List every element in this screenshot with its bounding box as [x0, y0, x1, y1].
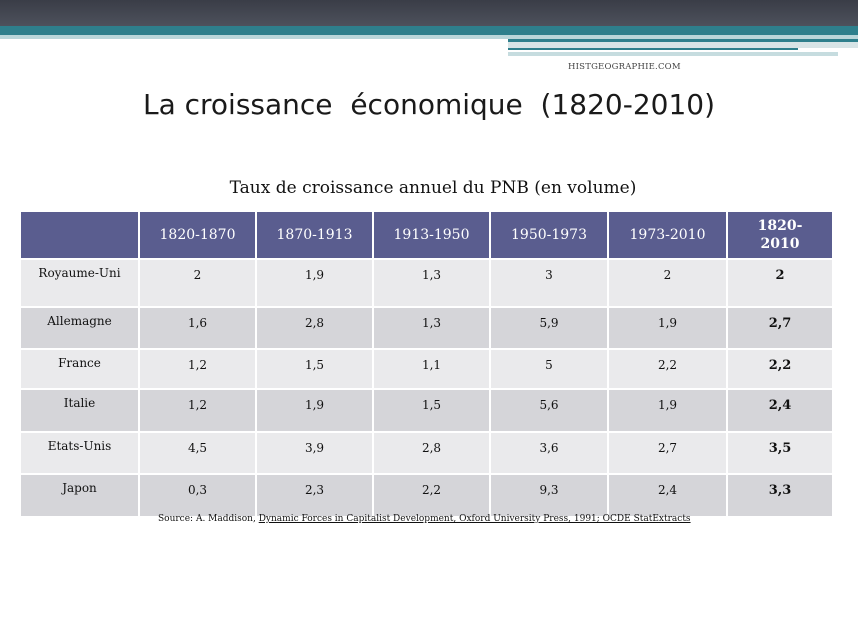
table-cell: 1,5 [373, 389, 490, 432]
table-cell: 1,9 [256, 389, 373, 432]
table-cell: 9,3 [490, 474, 608, 517]
row-label: Italie [20, 389, 139, 432]
table-cell: 3,6 [490, 432, 608, 474]
table-cell-total: 3,5 [727, 432, 833, 474]
table-cell: 1,2 [139, 389, 256, 432]
table-cell: 2,2 [373, 474, 490, 517]
table-cell: 0,3 [139, 474, 256, 517]
table-row [20, 307, 833, 349]
table-cell: 1,6 [139, 307, 256, 349]
table-cell: 2,4 [608, 474, 727, 517]
table-cell: 5,6 [490, 389, 608, 432]
table-cell-total: 2,7 [727, 307, 833, 349]
table-cell: 2 [608, 259, 727, 307]
table-cell: 1,2 [139, 349, 256, 389]
teal-band [0, 26, 858, 35]
table-cell: 1,9 [608, 307, 727, 349]
top-band [0, 0, 858, 26]
table-cell: 2,2 [608, 349, 727, 389]
header-cell: 1950-1973 [490, 211, 608, 259]
table-row [20, 259, 833, 307]
header-cell: 1973-2010 [608, 211, 727, 259]
row-label: Royaume-Uni [20, 259, 139, 307]
table-cell: 2,8 [373, 432, 490, 474]
table-cell: 2,8 [256, 307, 373, 349]
row-label: Etats-Unis [20, 432, 139, 474]
accent-line-2 [508, 52, 838, 56]
page-title: La croissance économique (1820-2010) [142, 88, 716, 121]
header-cell-total: 1820- 2010 [727, 211, 833, 259]
table-cell: 5 [490, 349, 608, 389]
site-name: HISTGEOGRAPHIE.COM [568, 62, 681, 72]
table-cell-total: 2 [727, 259, 833, 307]
table-header-row [20, 211, 833, 259]
source-prefix: Source: A. Maddison, [158, 514, 259, 524]
table-cell-total: 2,4 [727, 389, 833, 432]
table-row [20, 349, 833, 389]
growth-table [19, 210, 834, 518]
table-cell: 2,3 [256, 474, 373, 517]
header-cell: 1913-1950 [373, 211, 490, 259]
table-cell: 3 [490, 259, 608, 307]
row-label: Allemagne [20, 307, 139, 349]
source-note [158, 514, 691, 524]
table-cell: 4,5 [139, 432, 256, 474]
source-reference: Dynamic Forces in Capitalist Development, Oxford University Press, 1991; OCDE StatExtracts [258, 514, 691, 524]
table-cell: 1,1 [373, 349, 490, 389]
table-cell: 1,5 [256, 349, 373, 389]
row-label: Japon [20, 474, 139, 517]
header-cell: 1820-1870 [139, 211, 256, 259]
table-caption: Taux de croissance annuel du PNB (en volume) [229, 178, 637, 198]
table-cell: 1,3 [373, 307, 490, 349]
white-band [0, 39, 508, 42]
table-row [20, 474, 833, 517]
table-cell-total: 3,3 [727, 474, 833, 517]
row-label: France [20, 349, 139, 389]
table-cell: 2 [139, 259, 256, 307]
table-row [20, 389, 833, 432]
table-cell: 1,9 [608, 389, 727, 432]
table-cell: 2,7 [608, 432, 727, 474]
table-cell: 1,3 [373, 259, 490, 307]
header-cell: 1870-1913 [256, 211, 373, 259]
table-cell: 3,9 [256, 432, 373, 474]
table-cell-total: 2,2 [727, 349, 833, 389]
table-row [20, 432, 833, 474]
header-cell-empty [20, 211, 139, 259]
accent-line [508, 48, 798, 50]
table-cell: 1,9 [256, 259, 373, 307]
table-cell: 5,9 [490, 307, 608, 349]
